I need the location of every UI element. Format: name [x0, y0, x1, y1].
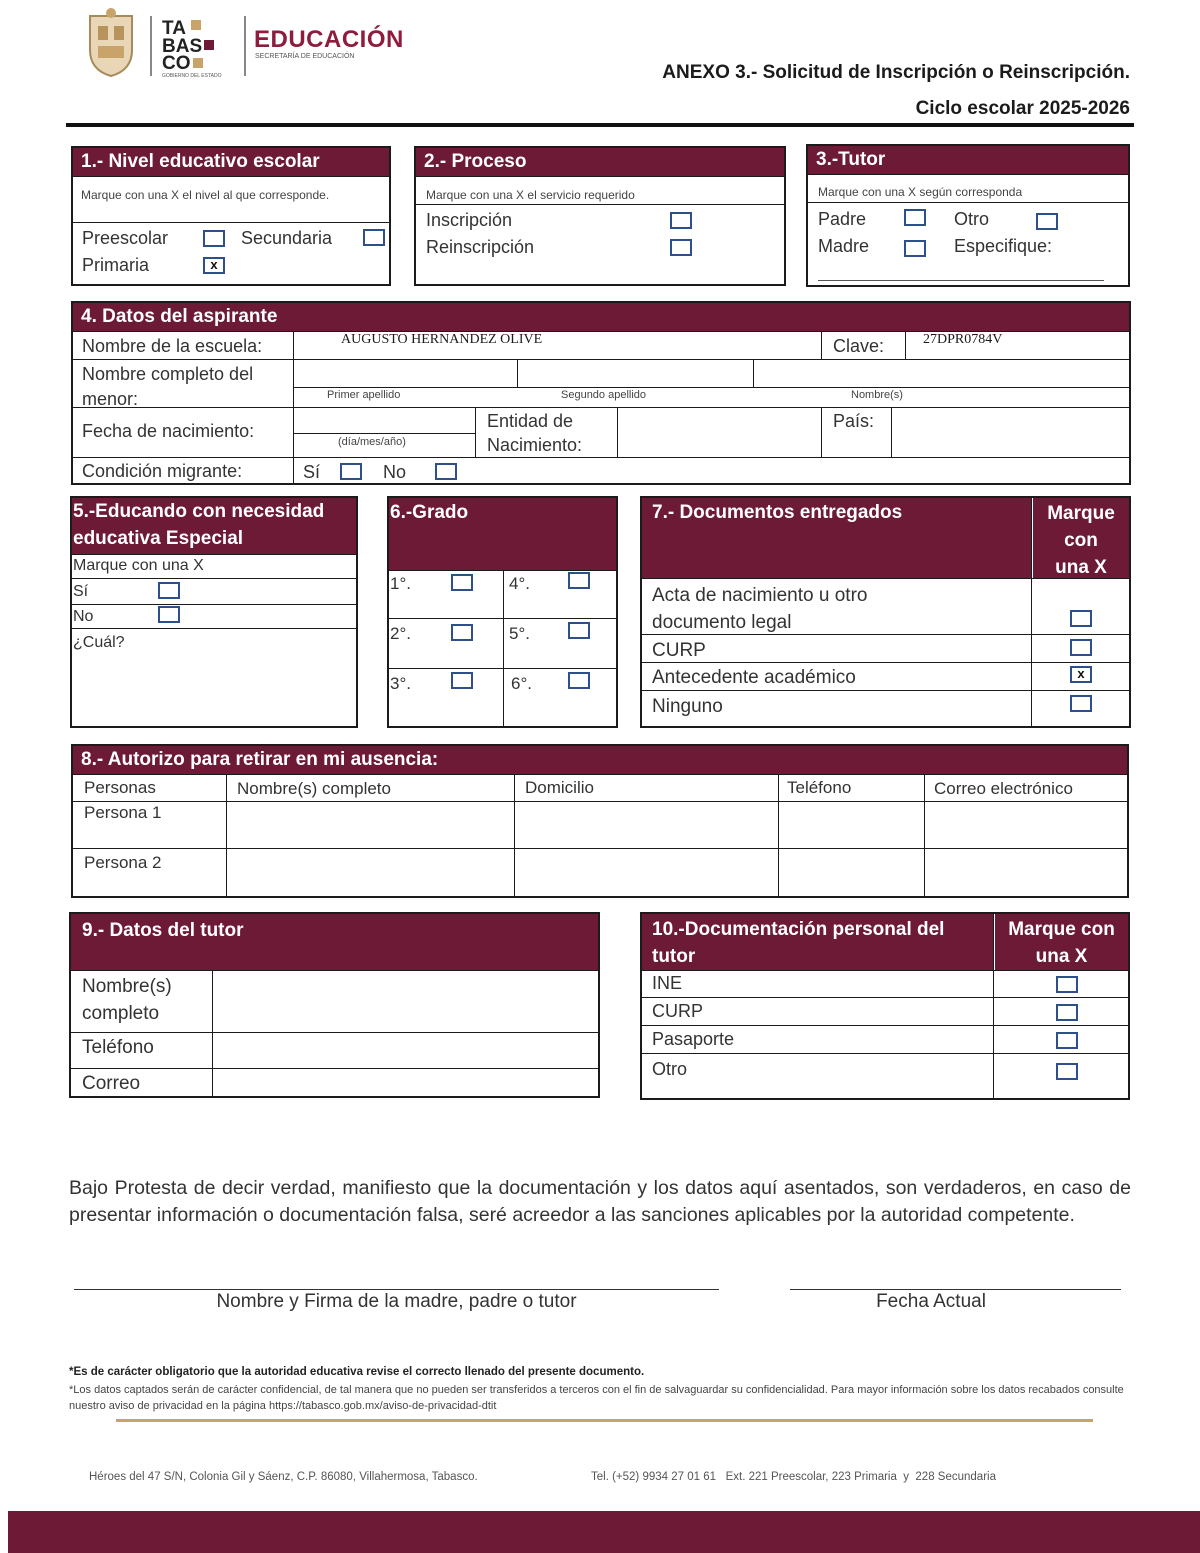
- section10-title: 10.-Documentación personal del tutor: [642, 914, 993, 970]
- footer-address: Héroes del 47 S/N, Colonia Gil y Sáenz, C.P. 86080, Villahermosa, Tabasco.: [89, 1471, 478, 1483]
- tutor-name-label: Nombre(s) completo: [82, 976, 172, 1024]
- footer-band: [8, 1511, 1200, 1553]
- school-name-value[interactable]: AUGUSTO HERNANDEZ OLIVE: [341, 332, 543, 347]
- tutor-email-label: Correo: [82, 1073, 141, 1094]
- edu-logo-divider: [244, 16, 246, 76]
- tutor-doc-curp-label: CURP: [652, 1001, 704, 1021]
- education-logo-subtitle: SECRETARÍA DE EDUCACIÓN: [255, 53, 355, 60]
- clave-value[interactable]: 27DPR0784V: [923, 332, 1003, 347]
- grade-5-label: 5°.: [509, 624, 530, 643]
- section-nivel-educativo: [71, 146, 391, 286]
- first-surname-label: Primer apellido: [327, 389, 401, 401]
- special-yes-label: Sí: [73, 583, 89, 600]
- section9-title: 9.- Datos del tutor: [71, 914, 598, 970]
- section-grado: [387, 496, 618, 728]
- logo-gov-text: GOBIERNO DEL ESTADO: [162, 73, 222, 78]
- gold-divider: [116, 1419, 1093, 1422]
- section3-instruction: Marque con una X según corresponda: [818, 185, 1023, 199]
- declaration-text: Bajo Protesta de decir verdad, manifiesto que la documentación y los datos aquí asentados, son verdaderos, en caso de presentar información o documentación falsa, seré acreedor a las sanciones aplicables por la autoridad competente.: [69, 1177, 1131, 1226]
- special-no-label: No: [73, 608, 94, 625]
- special-yes-checkbox[interactable]: [158, 582, 180, 599]
- section7-mark-header: Marque con una X: [1033, 498, 1129, 578]
- state-seal-logo: [82, 6, 140, 78]
- migrant-no-checkbox[interactable]: [435, 463, 457, 480]
- section10-mark-header: Marque con una X: [995, 914, 1128, 970]
- date-format-hint: (día/mes/año): [338, 436, 406, 448]
- page-title: ANEXO 3.- Solicitud de Inscripción o Reinscripción.: [662, 62, 1130, 83]
- otro-label: Otro: [954, 209, 990, 229]
- padre-checkbox[interactable]: [904, 209, 926, 226]
- doc-antecedente-label: Antecedente académico: [652, 667, 856, 688]
- grade-3-checkbox[interactable]: [451, 672, 473, 689]
- section4-title: 4. Datos del aspirante: [73, 303, 1129, 331]
- col-correo: Correo electrónico: [934, 779, 1073, 798]
- doc-antecedente-checkbox[interactable]: x: [1070, 666, 1092, 683]
- svg-text:TA: TA: [162, 18, 186, 39]
- inscripcion-label: Inscripción: [426, 210, 513, 230]
- section5-title: 5.-Educando con necesidad educativa Especial: [72, 498, 356, 554]
- grade-5-checkbox[interactable]: [568, 622, 590, 639]
- school-cycle: Ciclo escolar 2025-2026: [915, 98, 1130, 119]
- section-datos-aspirante: [71, 301, 1131, 485]
- section5-instruction: Marque con una X: [73, 557, 204, 574]
- section3-title: 3.-Tutor: [808, 146, 1128, 174]
- grade-2-label: 2°.: [390, 624, 411, 643]
- persona-2-label: Persona 2: [84, 853, 162, 872]
- birthdate-label: Fecha de nacimiento:: [82, 421, 255, 441]
- madre-checkbox[interactable]: [904, 240, 926, 257]
- doc-curp-label: CURP: [652, 640, 706, 661]
- primaria-label: Primaria: [82, 255, 150, 275]
- signature-line[interactable]: [74, 1289, 719, 1290]
- special-which-label: ¿Cuál?: [73, 634, 125, 651]
- birth-entity-label: Entidad de Nacimiento:: [487, 411, 583, 455]
- privacy-note: *Los datos captados serán de carácter confidencial, de tal manera que no pueden ser transferidos a terceros con el fin de salvaguardar su confidencialidad. Para mayor información sobre los datos recabados consulte nuestro aviso de privacidad en la página https://tabasco.gob.mx/aviso-de-privacidad-dtit: [69, 1384, 1124, 1412]
- section6-title: 6.-Grado: [389, 498, 616, 570]
- section1-instruction: Marque con una X el nivel al que corresponde.: [81, 188, 330, 202]
- grade-1-label: 1°.: [390, 574, 411, 593]
- inscripcion-checkbox[interactable]: [670, 212, 692, 229]
- section2-title: 2.- Proceso: [416, 148, 784, 176]
- reinscripcion-label: Reinscripción: [426, 237, 535, 257]
- grade-4-checkbox[interactable]: [568, 572, 590, 589]
- mandatory-note: *Es de carácter obligatorio que la autoridad educativa revise el correcto llenado del presente documento.: [69, 1366, 645, 1378]
- grade-2-checkbox[interactable]: [451, 624, 473, 641]
- doc-acta-checkbox[interactable]: [1070, 610, 1092, 627]
- reinscripcion-checkbox[interactable]: [670, 239, 692, 256]
- section-documentacion-tutor: [640, 912, 1130, 1100]
- school-label: Nombre de la escuela:: [82, 336, 263, 356]
- section-documentos-entregados: [640, 496, 1131, 728]
- otro-checkbox[interactable]: [1036, 213, 1058, 230]
- tutor-doc-curp-checkbox[interactable]: [1056, 1004, 1078, 1021]
- col-telefono: Teléfono: [787, 778, 852, 797]
- migrant-yes-label: Sí: [303, 462, 321, 482]
- persona-1-label: Persona 1: [84, 803, 162, 822]
- given-names-label: Nombre(s): [851, 389, 903, 401]
- tutor-doc-pasaporte-label: Pasaporte: [652, 1029, 735, 1049]
- education-logo-title: EDUCACIÓN: [254, 26, 404, 53]
- section-necesidad-especial: [70, 496, 358, 728]
- doc-acta-label: Acta de nacimiento u otro documento legal: [652, 585, 868, 633]
- doc-curp-checkbox[interactable]: [1070, 639, 1092, 656]
- tutor-doc-ine-label: INE: [652, 973, 683, 993]
- section7-title: 7.- Documentos entregados: [642, 498, 1031, 578]
- svg-text:CO: CO: [162, 53, 191, 74]
- col-nombre: Nombre(s) completo: [237, 779, 391, 798]
- tutor-phone-label: Teléfono: [82, 1037, 154, 1058]
- preescolar-checkbox[interactable]: [203, 230, 225, 247]
- grade-6-checkbox[interactable]: [568, 672, 590, 689]
- clave-label: Clave:: [833, 336, 885, 356]
- state-logo-divider: [150, 16, 152, 76]
- doc-ninguno-checkbox[interactable]: [1070, 695, 1092, 712]
- section-tutor: [806, 144, 1130, 287]
- header-rule: [66, 123, 1134, 127]
- especifique-label: Especifique:: [954, 236, 1053, 256]
- migrant-no-label: No: [383, 462, 407, 482]
- especifique-line[interactable]: [818, 280, 1104, 281]
- secundaria-label: Secundaria: [241, 228, 333, 248]
- country-label: País:: [833, 411, 875, 431]
- migrant-label: Condición migrante:: [82, 461, 243, 481]
- section-autorizados: [71, 744, 1129, 898]
- secundaria-checkbox[interactable]: [363, 229, 385, 246]
- preescolar-label: Preescolar: [82, 228, 169, 248]
- grade-3-label: 3°.: [390, 674, 411, 693]
- section-proceso: [414, 146, 786, 286]
- minor-name-label: Nombre completo del menor:: [82, 364, 254, 409]
- primaria-checkbox[interactable]: x: [203, 257, 225, 274]
- padre-label: Padre: [818, 209, 867, 229]
- grade-6-label: 6°.: [511, 674, 532, 693]
- migrant-yes-checkbox[interactable]: [340, 463, 362, 480]
- col-domicilio: Domicilio: [525, 778, 594, 797]
- tutor-doc-otro-checkbox[interactable]: [1056, 1063, 1078, 1080]
- grade-4-label: 4°.: [509, 574, 530, 593]
- date-line[interactable]: [790, 1289, 1121, 1290]
- tutor-doc-pasaporte-checkbox[interactable]: [1056, 1032, 1078, 1049]
- section-datos-tutor: [69, 912, 600, 1098]
- second-surname-label: Segundo apellido: [561, 389, 647, 401]
- footer-phone: Tel. (+52) 9934 27 01 61 Ext. 221 Preescolar, 223 Primaria y 228 Secundaria: [591, 1471, 996, 1483]
- date-label: Fecha Actual: [876, 1291, 986, 1312]
- doc-ninguno-label: Ninguno: [652, 696, 723, 717]
- svg-text:BAS: BAS: [162, 36, 203, 57]
- grade-1-checkbox[interactable]: [451, 574, 473, 591]
- tutor-doc-ine-checkbox[interactable]: [1056, 976, 1078, 993]
- signature-label: Nombre y Firma de la madre, padre o tutor: [216, 1291, 577, 1312]
- col-personas: Personas: [84, 778, 156, 797]
- section8-title: 8.- Autorizo para retirar en mi ausencia:: [73, 746, 1127, 774]
- special-no-checkbox[interactable]: [158, 606, 180, 623]
- section1-title: 1.- Nivel educativo escolar: [73, 148, 389, 176]
- madre-label: Madre: [818, 236, 870, 256]
- tutor-doc-otro-label: Otro: [652, 1059, 688, 1079]
- tabasco-logo: [160, 14, 240, 78]
- section2-instruction: Marque con una X el servicio requerido: [426, 188, 635, 202]
